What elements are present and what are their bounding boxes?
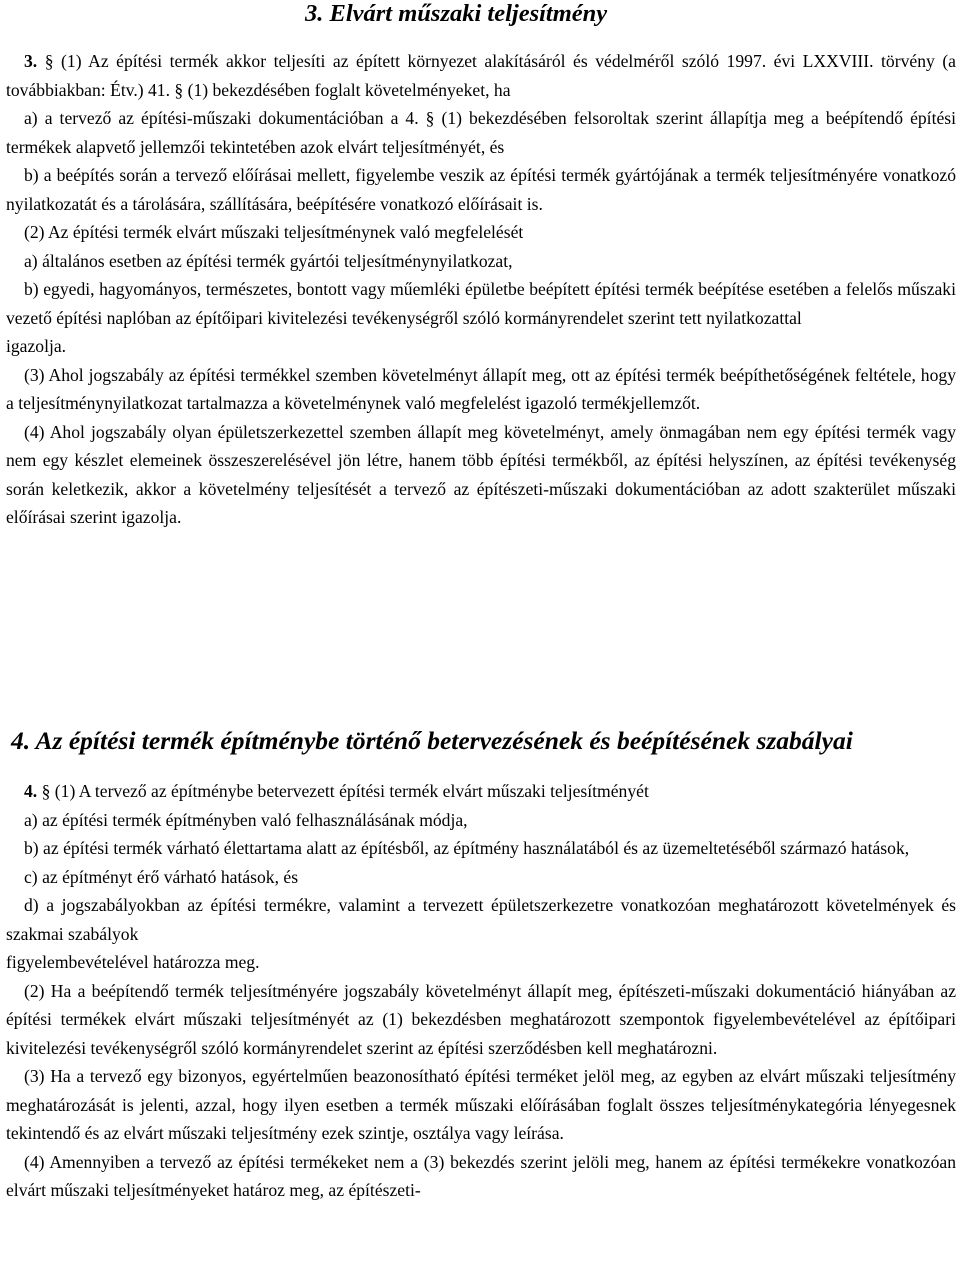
item-4-1-a: a) az építési termék építményben való felhasználásának módja, <box>24 809 468 830</box>
section-4-body <box>6 777 956 1205</box>
paragraph-4-2: (2) Ha a beépítendő termék teljesítményére jogszabály követelményt állapít meg, építészeti-műszaki dokumentáció hiányában az építési termékek elvárt műszaki teljesítményét az (1) bekezdésben meghatározott szempontok figyelembevételével az építőipari kivitelezési tevékenységről szóló kormányrendelet szerint az építési szerződésben kell meghatározni. <box>6 980 956 1058</box>
section-heading-3: 3. Elvárt műszaki teljesítmény <box>305 0 608 27</box>
paragraph-3-1 <box>6 47 956 104</box>
item-4-1-b: b) az építési termék várható élettartama alatt az építésből, az építmény használatából és az üzemeltetéséből származó hatások, <box>24 838 910 858</box>
item-3-2-a: a) általános esetben az építési termék gyártói teljesítménynyilatkozat, <box>24 250 513 271</box>
paragraph-4-1 <box>6 777 956 806</box>
paragraph-3-3: (3) Ahol jogszabály az építési termékkel szemben követelményt állapít meg, ott az építési termék beépíthetőségének feltétele, hogy a teljesítménynyilatkozat tartalmazza a követelménynek való megfelelést igazoló termékjellemzőt. <box>6 364 956 413</box>
item-3-1-b: b) a beépítés során a tervező előírásai mellett, figyelembe veszik az építési termék gyártójának a termék teljesítményére vonatkozó nyilatkozatát és a tárolására, szállítására, beépítésére vonatkozó előírásait is. <box>6 165 956 214</box>
section-heading-4: 4. Az építési termék építménybe történő betervezésének és beépítésének szabályai <box>11 726 853 755</box>
paragraph-3-2: (2) Az építési termék elvárt műszaki teljesítménynek való megfelelését <box>24 222 524 242</box>
item-3-1-a: a) a tervező az építési-műszaki dokumentációban a 4. § (1) bekezdésében felsoroltak szerint állapítja meg a beépítendő építési termékek alapvető jellemzői tekintetében azok elvárt teljesítményét, és <box>6 108 956 157</box>
paragraph-4-1-tail: figyelembevételével határozza meg. <box>6 952 260 972</box>
section-number: 3. <box>24 51 38 71</box>
item-4-1-c: c) az építményt érő várható hatások, és <box>24 866 299 887</box>
item-3-2-b: b) egyedi, hagyományos, természetes, bontott vagy műemléki épületbe beépített építési termék beépítése esetében a felelős műszaki vezető építési naplóban az építőipari kivitelezési tevékenységről szóló kormányrendelet szerint tett nyilatkozattal <box>6 279 956 328</box>
paragraph-3-4: (4) Ahol jogszabály olyan épületszerkezettel szemben állapít meg követelményt, amely önmagában nem egy építési termék vagy nem egy készlet elemeinek összeszerelésével jön létre, hanem több építési termékből, az építési helyszínen, az építési tevékenység során keletkezik, akkor a követelmény teljesítését a tervező az építészeti-műszaki dokumentációban az adott szakterület műszaki előírásai szerint igazolja. <box>6 421 956 527</box>
section-number: 4. <box>24 781 38 801</box>
paragraph-4-1-lead: § (1) A tervező az építménybe betervezett építési termék elvárt műszaki teljesítményét <box>37 781 649 801</box>
item-4-1-d: d) a jogszabályokban az építési termékre, valamint a tervezett épületszerkezetre vonatkozóan meghatározott követelmények és szakmai szabályok <box>6 895 956 944</box>
paragraph-3-2-tail: igazolja. <box>6 336 67 356</box>
paragraph-4-4: (4) Amennyiben a tervező az építési termékeket nem a (3) bekezdés szerint jelöli meg, hanem az építési termékekre vonatkozóan elvárt műszaki teljesítményeket határoz meg, az építészeti- <box>6 1151 956 1200</box>
paragraph-4-3: (3) Ha a tervező egy bizonyos, egyértelműen beazonosítható építési terméket jelöl meg, az egyben az elvárt műszaki teljesítmény meghatározását is jelenti, azzal, hogy ilyen esetben a termék műszaki előírásában foglalt összes teljesítménykategória lényegesnek tekintendő és az elvárt műszaki teljesítmény ezek szintje, osztálya vagy leírása. <box>6 1066 956 1143</box>
paragraph-3-1-lead: § (1) Az építési termék akkor teljesíti az épített környezet alakításáról és védelméről szóló 1997. évi LXXVIII. törvény (a továbbiakban: Étv.) 41. § (1) bekezdésében foglalt követelményeket, ha <box>6 51 956 100</box>
section-3-body <box>6 47 956 532</box>
